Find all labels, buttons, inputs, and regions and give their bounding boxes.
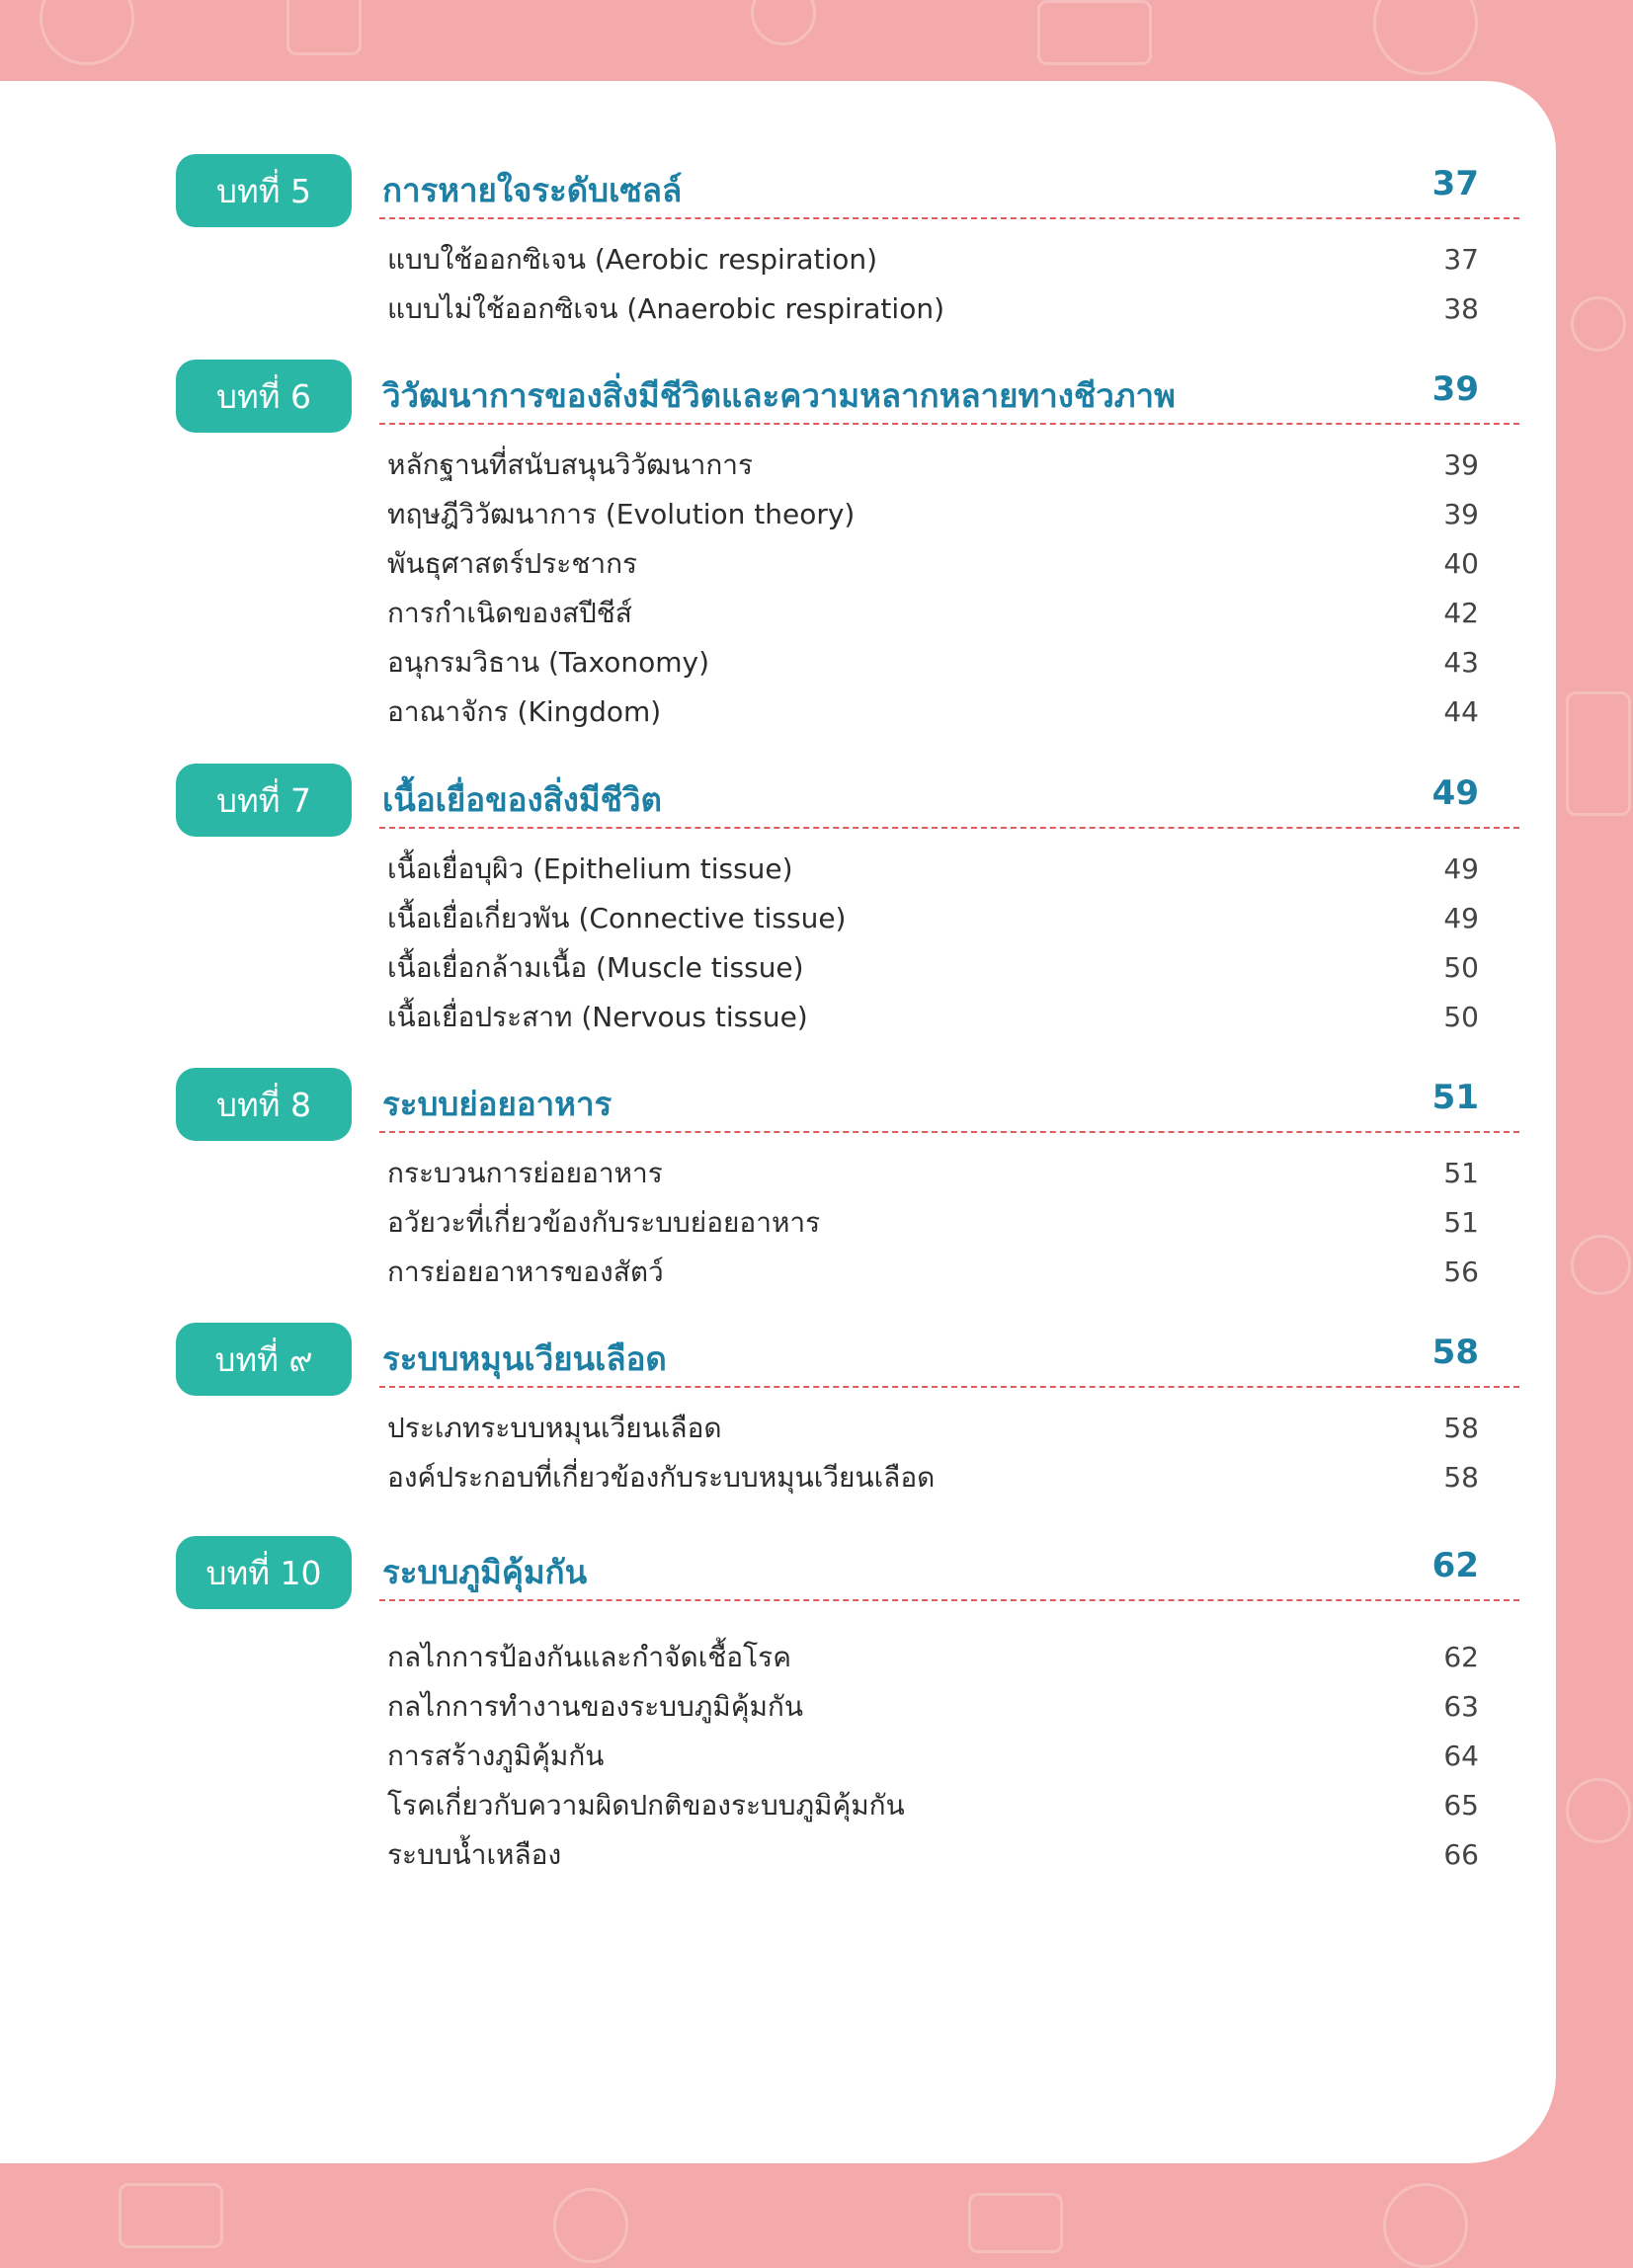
entry-page-number: 58 [1443,1461,1479,1494]
chapter-title[interactable]: เนื้อเยื่อของสิ่งมีชีวิต [382,780,662,819]
entry-page-number: 63 [1443,1690,1479,1723]
background-doodle [1373,0,1478,75]
entry-page-number: 51 [1443,1157,1479,1189]
dashed-divider [379,423,1519,425]
section-list [387,441,1479,737]
toc-entry[interactable] [387,490,1479,539]
entry-title: แบบไม่ใช้ออกซิเจน (Anaerobic respiration) [387,292,944,325]
chapter-title[interactable]: ระบบภูมิคุ้มกัน [382,1553,588,1591]
entry-title: หลักฐานที่สนับสนุนวิวัฒนาการ [387,448,754,481]
entry-title: ประเภทระบบหมุนเวียนเลือด [387,1412,722,1444]
toc-entry[interactable] [387,1453,1479,1502]
chapter-page-number: 62 [1431,1546,1479,1585]
toc-entry[interactable] [387,441,1479,490]
toc-entry[interactable] [387,1682,1479,1732]
chapter-badge: บทที่ 7 [176,764,352,837]
entry-page-number: 51 [1443,1206,1479,1239]
entry-title: การย่อยอาหารของสัตว์ [387,1256,664,1288]
entry-title: โรคเกี่ยวกับความผิดปกติของระบบภูมิคุ้มกัน [387,1789,905,1822]
entry-page-number: 56 [1443,1256,1479,1288]
toc-entry[interactable] [387,1781,1479,1830]
entry-title: อาณาจักร (Kingdom) [387,695,662,728]
toc-entry[interactable] [387,993,1479,1042]
toc-entry[interactable] [387,284,1479,334]
entry-title: เนื้อเยื่อประสาท (Nervous tissue) [387,1001,808,1033]
entry-page-number: 49 [1443,852,1479,885]
entry-page-number: 39 [1443,498,1479,530]
section-list [387,1404,1479,1502]
section-list [387,1633,1479,1880]
dashed-divider [379,1599,1519,1601]
dashed-divider [379,217,1519,219]
chapter-badge: บทที่ 5 [176,154,352,227]
section-list [387,845,1479,1042]
toc-entry[interactable] [387,894,1479,943]
chapter-title[interactable]: การหายใจระดับเซลล์ [382,171,683,209]
toc-entry[interactable] [387,943,1479,993]
entry-page-number: 44 [1443,695,1479,728]
background-doodle [1383,2183,1468,2268]
toc-entry[interactable] [387,1404,1479,1453]
background-doodle [1037,0,1152,65]
entry-title: กลไกการทำงานของระบบภูมิคุ้มกัน [387,1690,804,1723]
entry-page-number: 49 [1443,902,1479,934]
entry-page-number: 38 [1443,292,1479,325]
dashed-divider [379,1386,1519,1388]
chapter-page-number: 58 [1431,1333,1479,1372]
chapter-page-number: 49 [1431,773,1479,813]
dashed-divider [379,827,1519,829]
entry-title: กระบวนการย่อยอาหาร [387,1157,663,1189]
entry-title: แบบใช้ออกซิเจน (Aerobic respiration) [387,243,878,276]
background-doodle [553,2188,628,2263]
dashed-divider [379,1131,1519,1133]
toc-entry[interactable] [387,1830,1479,1880]
entry-page-number: 39 [1443,448,1479,481]
toc-entry[interactable] [387,1248,1479,1297]
chapter-title[interactable]: วิวัฒนาการของสิ่งมีชีวิตและความหลากหลายทางชีวภาพ [382,376,1176,415]
entry-page-number: 58 [1443,1412,1479,1444]
entry-page-number: 62 [1443,1641,1479,1673]
toc-entry[interactable] [387,235,1479,284]
section-list [387,1149,1479,1297]
toc-entry[interactable] [387,845,1479,894]
toc-entry[interactable] [387,1633,1479,1682]
chapter-badge: บทที่ 6 [176,360,352,433]
background-doodle [1566,691,1631,816]
entry-title: เนื้อเยื่อเกี่ยวพัน (Connective tissue) [387,902,847,934]
toc-entry[interactable] [387,1149,1479,1198]
entry-page-number: 64 [1443,1740,1479,1772]
entry-title: อวัยวะที่เกี่ยวข้องกับระบบย่อยอาหาร [387,1206,821,1239]
chapter-page-number: 51 [1431,1078,1479,1117]
background-doodle [968,2193,1063,2253]
chapter-page-number: 37 [1431,164,1479,203]
entry-title: พันธุศาสตร์ประชากร [387,547,638,580]
toc-entry[interactable] [387,589,1479,638]
chapter-badge: บทที่ 8 [176,1068,352,1141]
toc-entry[interactable] [387,1198,1479,1248]
toc-entry[interactable] [387,638,1479,688]
chapter-badge: บทที่ ๙ [176,1323,352,1396]
background-doodle [1566,1778,1631,1843]
background-doodle [286,0,362,55]
chapter-title[interactable]: ระบบย่อยอาหาร [382,1085,612,1123]
background-doodle [1571,296,1626,352]
entry-page-number: 43 [1443,646,1479,679]
entry-page-number: 42 [1443,597,1479,629]
background-doodle [1571,1235,1631,1295]
entry-title: เนื้อเยื่อบุผิว (Epithelium tissue) [387,852,793,885]
chapter-page-number: 39 [1431,369,1479,409]
entry-title: กลไกการป้องกันและกำจัดเชื้อโรค [387,1641,791,1673]
section-list [387,235,1479,334]
entry-title: เนื้อเยื่อกล้ามเนื้อ (Muscle tissue) [387,951,804,984]
toc-entry[interactable] [387,1732,1479,1781]
entry-title: ทฤษฎีวิวัฒนาการ (Evolution theory) [387,498,856,530]
entry-page-number: 66 [1443,1838,1479,1871]
background-doodle [119,2183,223,2248]
toc-entry[interactable] [387,688,1479,737]
chapter-title[interactable]: ระบบหมุนเวียนเลือด [382,1339,667,1378]
entry-title: อนุกรมวิธาน (Taxonomy) [387,646,710,679]
entry-page-number: 50 [1443,1001,1479,1033]
entry-title: องค์ประกอบที่เกี่ยวข้องกับระบบหมุนเวียนเลือด [387,1461,936,1494]
entry-title: การสร้างภูมิคุ้มกัน [387,1740,605,1772]
toc-entry[interactable] [387,539,1479,589]
entry-title: ระบบน้ำเหลือง [387,1838,562,1871]
entry-page-number: 40 [1443,547,1479,580]
entry-page-number: 37 [1443,243,1479,276]
background-doodle [40,0,134,65]
entry-page-number: 50 [1443,951,1479,984]
entry-title: การกำเนิดของสปีชีส์ [387,597,632,629]
background-doodle [751,0,816,45]
chapter-badge: บทที่ 10 [176,1536,352,1609]
entry-page-number: 65 [1443,1789,1479,1822]
